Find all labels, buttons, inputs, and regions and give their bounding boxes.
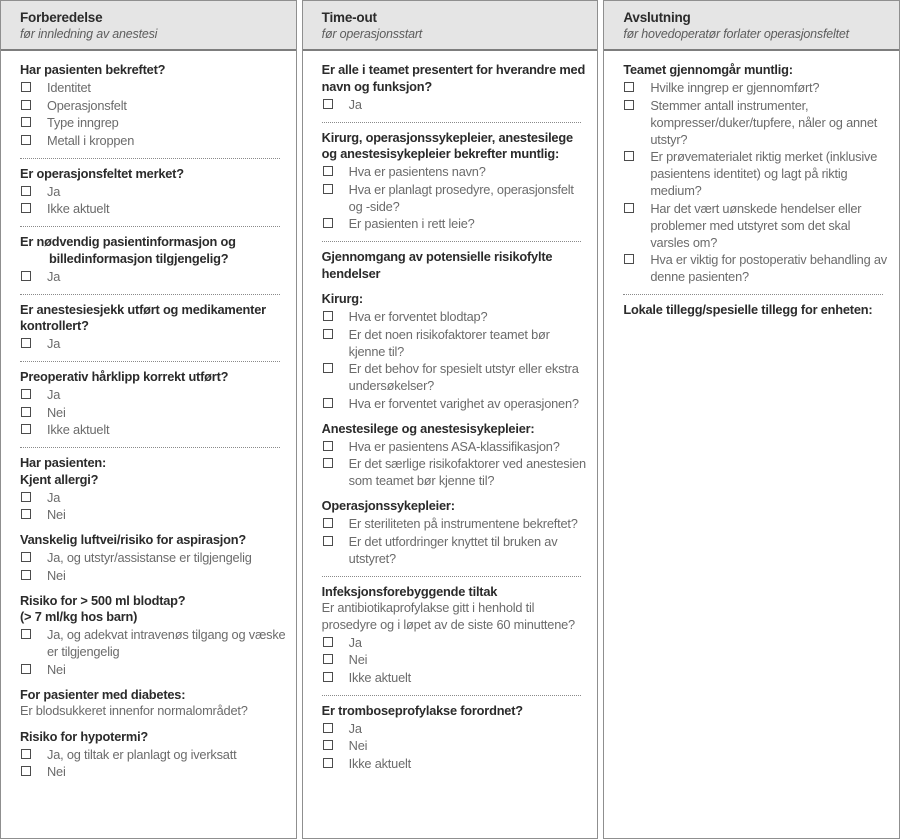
checkbox-row — [20, 97, 286, 114]
column-body — [604, 51, 899, 838]
checklist-section — [20, 369, 286, 438]
checkbox-label: Ikke aktuelt — [47, 422, 110, 437]
question-note: Er antibiotikaprofylakse gitt i henhold til prosedyre og i løpet av de siste 60 minuttene? — [321, 600, 575, 632]
checkbox-row — [322, 515, 588, 532]
checkbox-label: Nei — [348, 652, 368, 667]
dotted-divider — [20, 294, 280, 295]
checklist-section — [20, 234, 286, 285]
checkbox[interactable] — [624, 203, 634, 213]
dotted-divider — [322, 241, 582, 242]
question-heading: Infeksjonsforebyggende tiltak — [321, 583, 498, 599]
checklist-section — [322, 130, 588, 233]
checkbox-label: Hva er forventet varighet av operasjonen? — [348, 395, 579, 411]
question-heading: Kirurg, operasjonssykepleier, anestesilege og anestesisykepleier bekrefter muntlig: — [321, 129, 573, 161]
checkbox-row — [322, 163, 588, 180]
checklist-section — [20, 687, 286, 720]
checkbox-row — [322, 326, 588, 360]
checkbox-row — [623, 79, 889, 96]
checkbox[interactable] — [323, 99, 333, 109]
column-header-time-out — [303, 1, 598, 51]
checklist-section — [20, 455, 286, 523]
checkbox[interactable] — [323, 672, 333, 682]
checkbox[interactable] — [323, 518, 333, 528]
checkbox-label: Ja — [47, 489, 61, 505]
checkbox-label: Ja — [47, 183, 61, 199]
checkbox-label: Er steriliteten på instrumentene bekreftet? — [348, 516, 578, 531]
checkbox[interactable] — [624, 100, 634, 110]
checkbox-label: Er prøvematerialet riktig merket (inklusive pasientens identitet) og lagt på riktig medium? — [650, 149, 878, 198]
checkbox-label: Ja, og adekvat intravenøs tilgang og væske er tilgjengelig — [47, 627, 286, 659]
checkbox[interactable] — [323, 311, 333, 321]
question-heading: Er tromboseprofylakse forordnet? — [321, 702, 523, 718]
question-heading: Risiko for hypotermi? — [20, 728, 149, 744]
checkbox[interactable] — [323, 363, 333, 373]
checkbox-label: Nei — [47, 507, 66, 522]
checkbox-row — [623, 200, 889, 251]
checkbox-label: Hva er pasientens navn? — [348, 164, 486, 179]
checkbox-row — [20, 421, 286, 438]
checkbox-row — [20, 386, 286, 403]
checkbox-label: Nei — [47, 661, 66, 677]
checkbox[interactable] — [21, 338, 31, 348]
column-subtitle: før operasjonsstart — [321, 27, 423, 41]
checklist-section — [20, 62, 286, 149]
dotted-divider — [322, 576, 582, 577]
question-heading: Preoperativ hårklipp korrekt utført? — [20, 369, 229, 384]
checklist-section — [623, 302, 889, 319]
checkbox[interactable] — [21, 766, 31, 776]
checkbox-row — [322, 455, 588, 489]
checkbox-label: Ja — [47, 336, 61, 351]
checkbox-row — [623, 97, 889, 148]
column-subtitle: før hovedoperatør forlater operasjonsfeltet — [623, 27, 849, 41]
checkbox-label: Ja — [47, 268, 61, 284]
question-heading: Anestesilege og anestesisykepleier: — [321, 420, 535, 436]
dotted-divider — [20, 447, 280, 448]
column-title: Forberedelse — [20, 10, 103, 25]
checkbox-row — [322, 395, 588, 412]
checkbox[interactable] — [323, 536, 333, 546]
question-heading: For pasienter med diabetes: — [20, 686, 186, 702]
checkbox[interactable] — [323, 740, 333, 750]
column-header-avslutning — [604, 1, 899, 51]
checkbox-label: Identitet — [47, 80, 91, 95]
checkbox[interactable] — [323, 758, 333, 768]
checkbox-row — [20, 626, 286, 660]
checklist-section — [20, 532, 286, 584]
checkbox-row — [623, 251, 889, 285]
checkbox-row — [20, 549, 286, 566]
checklist-section — [322, 421, 588, 490]
checkbox-row — [322, 720, 588, 737]
checklist-section — [20, 729, 286, 781]
checkbox[interactable] — [21, 492, 31, 502]
question-heading: Gjennomgang av potensielle risikofylte hendelser — [321, 249, 553, 281]
question-heading: Teamet gjennomgår muntlig: — [623, 62, 793, 77]
checkbox[interactable] — [323, 637, 333, 647]
checkbox-label: Ja — [348, 634, 362, 650]
checkbox-row — [20, 661, 286, 678]
checkbox-label: Metall i kroppen — [47, 132, 135, 148]
column-body — [303, 51, 598, 838]
column-body — [1, 51, 296, 838]
checkbox[interactable] — [21, 389, 31, 399]
checkbox[interactable] — [21, 82, 31, 92]
dotted-divider — [20, 158, 280, 159]
checkbox-row — [20, 268, 286, 285]
question-heading: Kirurg: — [321, 291, 363, 306]
question-heading: Er operasjonsfeltet merket? — [20, 165, 184, 181]
question-heading: (> 7 ml/kg hos barn) — [20, 609, 138, 624]
checkbox-row — [322, 438, 588, 455]
checkbox-label: Er det særlige risikofaktorer ved anestesien som teamet bør kjenne til? — [348, 456, 586, 488]
checkbox-label: Ikke aktuelt — [348, 755, 411, 771]
dotted-divider — [623, 294, 883, 295]
checklist-section — [322, 249, 588, 282]
question-heading: Risiko for > 500 ml blodtap? — [20, 592, 186, 608]
question-heading: Har pasienten: — [20, 455, 107, 470]
checkbox-label: Er det noen risikofaktorer teamet bør kjenne til? — [348, 326, 550, 359]
checkbox[interactable] — [323, 723, 333, 733]
question-heading: Vanskelig luftvei/risiko for aspirasjon? — [20, 532, 246, 547]
checkbox[interactable] — [21, 135, 31, 145]
column-subtitle: før innledning av anestesi — [20, 27, 158, 41]
checkbox[interactable] — [21, 203, 31, 213]
checkbox-row — [20, 79, 286, 96]
checkbox[interactable] — [21, 629, 31, 639]
checklist-section — [20, 166, 286, 218]
checkbox-row — [20, 489, 286, 506]
question-heading: Har pasienten bekreftet? — [20, 62, 166, 77]
checkbox[interactable] — [624, 82, 634, 92]
question-heading: Operasjonssykepleier: — [321, 498, 455, 513]
checkbox[interactable] — [323, 329, 333, 339]
column-header-forberedelse — [1, 1, 296, 51]
checkbox-label: Er pasienten i rett leie? — [348, 216, 475, 231]
checkbox[interactable] — [323, 441, 333, 451]
checkbox-label: Nei — [47, 404, 66, 420]
checkbox-row — [322, 533, 588, 567]
checkbox[interactable] — [624, 151, 634, 161]
checkbox-row — [20, 567, 286, 584]
checkbox-label: Nei — [348, 738, 368, 753]
checkbox[interactable] — [21, 186, 31, 196]
checkbox[interactable] — [21, 271, 31, 281]
checkbox-row — [322, 651, 588, 668]
checkbox-row — [322, 181, 588, 215]
checkbox-row — [20, 114, 286, 131]
question-heading: Er alle i teamet presentert for hverandre med navn og funksjon? — [321, 62, 586, 94]
checkbox-row — [322, 96, 588, 113]
checkbox-row — [322, 755, 588, 772]
column-forberedelse — [0, 0, 297, 839]
checkbox-label: Operasjonsfelt — [47, 97, 127, 113]
checkbox-row — [20, 763, 286, 780]
checkbox-label: Ikke aktuelt — [348, 669, 411, 685]
checkbox-row — [20, 132, 286, 149]
checkbox[interactable] — [21, 749, 31, 759]
checkbox-label: Er det utfordringer knyttet til bruken av utstyret? — [348, 533, 558, 566]
question-heading: Kjent allergi? — [20, 471, 99, 487]
checkbox-row — [322, 737, 588, 754]
column-avslutning — [603, 0, 900, 839]
checkbox-row — [20, 404, 286, 421]
checkbox-label: Hva er pasientens ASA-klassifikasjon? — [348, 438, 560, 454]
checkbox-label: Hva er forventet blodtap? — [348, 309, 488, 324]
checkbox-label: Er det behov for spesielt utstyr eller ekstra undersøkelser? — [348, 361, 579, 393]
checklist-section — [322, 62, 588, 113]
checklist-section — [322, 291, 588, 412]
checkbox[interactable] — [21, 664, 31, 674]
checkbox-row — [20, 183, 286, 200]
checkbox-row — [322, 360, 588, 394]
checkbox-row — [623, 148, 889, 199]
dotted-divider — [322, 695, 582, 696]
checkbox-row — [20, 746, 286, 763]
checkbox[interactable] — [21, 100, 31, 110]
checkbox[interactable] — [21, 424, 31, 434]
checkbox-row — [322, 308, 588, 325]
dotted-divider — [20, 226, 280, 227]
checkbox-label: Ja, og utstyr/assistanse er tilgjengelig — [47, 550, 252, 565]
checkbox-label: Hva er planlagt prosedyre, operasjonsfelt og -side? — [348, 181, 574, 214]
checkbox-row — [322, 669, 588, 686]
checkbox[interactable] — [323, 166, 333, 176]
checklist-section — [20, 302, 286, 353]
checklist-section — [322, 498, 588, 567]
checkbox-label: Type inngrep — [47, 115, 119, 130]
checkbox-row — [322, 634, 588, 651]
checkbox[interactable] — [21, 570, 31, 580]
question-heading: Er anestesiesjekk utført og medikamenter kontrollert? — [20, 301, 266, 333]
question-heading: Er nødvendig pasientinformasjon og billedinformasjon tilgjengelig? — [20, 234, 236, 266]
checklist-section — [623, 62, 889, 285]
checkbox-label: Ja — [47, 387, 61, 402]
checkbox-label: Stemmer antall instrumenter, kompresser/duker/tupfere, nåler og annet utstyr? — [650, 97, 878, 147]
dotted-divider — [20, 361, 280, 362]
checkbox-label: Ikke aktuelt — [47, 201, 110, 216]
checklist-section — [20, 593, 286, 678]
checkbox-label: Nei — [47, 764, 66, 779]
checkbox-row — [20, 335, 286, 352]
checkbox[interactable] — [21, 117, 31, 127]
checkbox-label: Hvilke inngrep er gjennomført? — [650, 80, 820, 95]
checkbox[interactable] — [323, 218, 333, 228]
checkbox-label: Ja — [348, 96, 362, 112]
question-heading: Lokale tillegg/spesielle tillegg for enheten: — [623, 302, 873, 317]
checkbox-label: Ja — [348, 720, 362, 736]
column-title: Time-out — [321, 10, 377, 25]
checkbox[interactable] — [323, 398, 333, 408]
checkbox-label: Nei — [47, 567, 66, 583]
checklist-section — [322, 703, 588, 772]
checkbox[interactable] — [21, 552, 31, 562]
checkbox-row — [20, 506, 286, 523]
checkbox[interactable] — [21, 407, 31, 417]
checkbox-row — [322, 215, 588, 232]
column-title: Avslutning — [623, 10, 691, 25]
checkbox-label: Har det vært uønskede hendelser eller problemer med utstyret som det skal varsles om? — [650, 200, 862, 250]
checkbox-row — [20, 200, 286, 217]
checkbox[interactable] — [323, 184, 333, 194]
checkbox-label: Hva er viktig for postoperativ behandling av denne pasienten? — [650, 252, 887, 284]
checkbox-label: Ja, og tiltak er planlagt og iverksatt — [47, 746, 237, 762]
column-time-out — [302, 0, 599, 839]
checkbox[interactable] — [21, 509, 31, 519]
checkbox[interactable] — [624, 254, 634, 264]
dotted-divider — [322, 122, 582, 123]
checklist-section — [322, 584, 588, 686]
checkbox[interactable] — [323, 654, 333, 664]
checkbox[interactable] — [323, 458, 333, 468]
question-note: Er blodsukkeret innenfor normalområdet? — [20, 703, 248, 718]
